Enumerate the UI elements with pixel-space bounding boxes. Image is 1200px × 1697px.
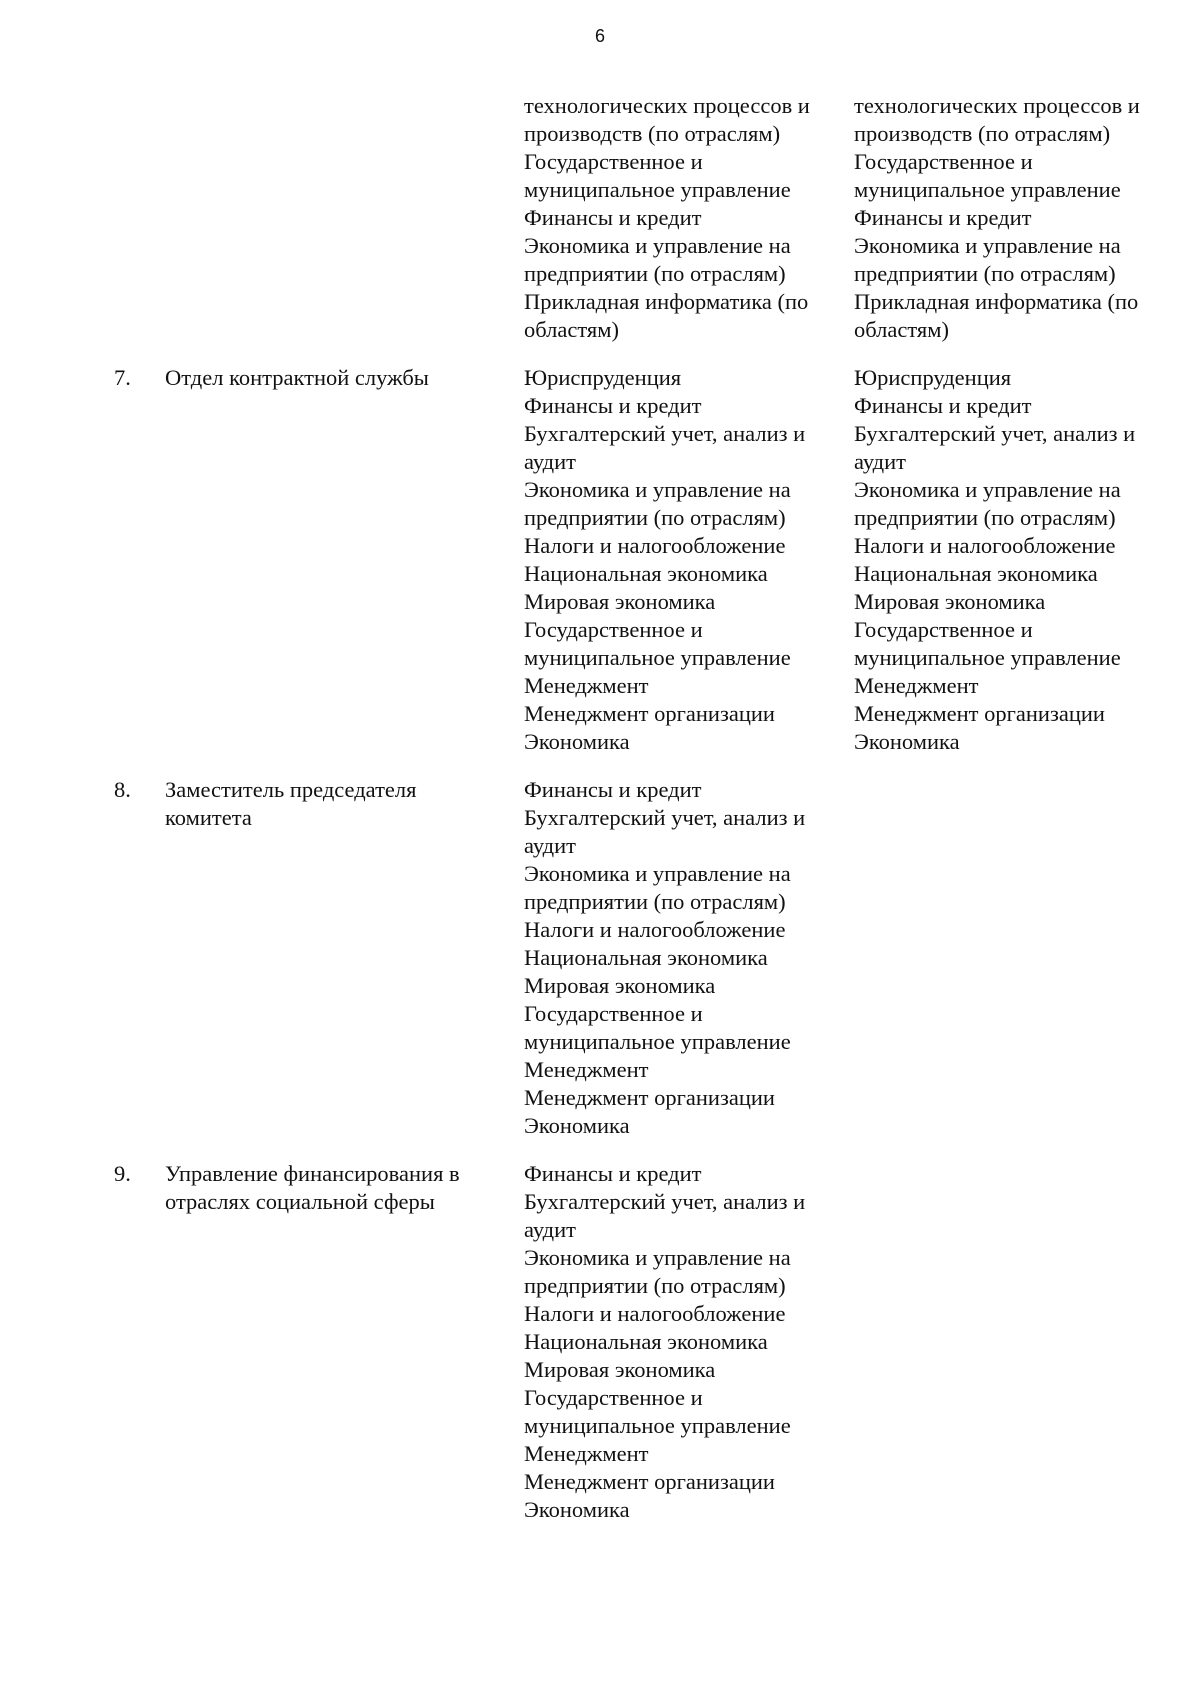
department-line: комитета <box>165 805 252 830</box>
specialty-line: Налоги и налогообложение <box>524 1301 786 1326</box>
specialty-line: Национальная экономика <box>524 945 768 970</box>
specialty-line: предприятии (по отраслям) <box>524 1273 786 1298</box>
specialty-line: Государственное и <box>854 149 1033 174</box>
specialty-list-secondary <box>854 92 1174 344</box>
specialty-line: Менеджмент организации <box>524 1469 775 1494</box>
specialty-line: Финансы и кредит <box>524 205 702 230</box>
specialty-line: Финансы и кредит <box>854 393 1032 418</box>
specialty-line: технологических процессов и <box>524 93 810 118</box>
department-line: Заместитель председателя <box>165 777 417 802</box>
specialty-line: Национальная экономика <box>524 1329 768 1354</box>
specialty-line: Налоги и налогообложение <box>854 533 1116 558</box>
specialty-list-primary <box>524 776 844 1140</box>
department-name <box>165 364 495 392</box>
specialty-line: Бухгалтерский учет, анализ и <box>524 421 806 446</box>
specialty-line: Государственное и <box>524 617 703 642</box>
row-number: 9. <box>114 1161 131 1186</box>
specialty-line: Экономика и управление на <box>524 477 791 502</box>
specialty-line: Экономика <box>524 1497 630 1522</box>
page-number: 6 <box>594 26 605 46</box>
specialty-line: Финансы и кредит <box>854 205 1032 230</box>
specialty-line: Бухгалтерский учет, анализ и <box>524 1189 806 1214</box>
specialty-line: предприятии (по отраслям) <box>854 261 1116 286</box>
specialty-line: Государственное и <box>524 149 703 174</box>
specialty-line: предприятии (по отраслям) <box>854 505 1116 530</box>
table-row <box>0 1160 1200 1524</box>
specialty-list-secondary <box>854 364 1174 756</box>
specialty-line: Государственное и <box>524 1385 703 1410</box>
row-number: 7. <box>114 365 131 390</box>
specialty-line: Бухгалтерский учет, анализ и <box>524 805 806 830</box>
specialty-line: аудит <box>524 1217 576 1242</box>
specialty-line: Национальная экономика <box>854 561 1098 586</box>
specialty-line: Экономика и управление на <box>524 1245 791 1270</box>
specialty-line: производств (по отраслям) <box>854 121 1111 146</box>
specialty-line: Менеджмент организации <box>854 701 1105 726</box>
specialty-line: Экономика <box>524 729 630 754</box>
specialty-line: Мировая экономика <box>524 589 716 614</box>
specialty-line: Финансы и кредит <box>524 777 702 802</box>
specialty-line: Финансы и кредит <box>524 1161 702 1186</box>
specialty-line: муниципальное управление <box>524 1029 791 1054</box>
positions-table <box>0 92 1200 1544</box>
specialty-line: Менеджмент организации <box>524 701 775 726</box>
specialty-line: Мировая экономика <box>524 1357 716 1382</box>
specialty-line: Экономика и управление на <box>524 233 791 258</box>
row-number: 8. <box>114 777 131 802</box>
specialty-line: предприятии (по отраслям) <box>524 505 786 530</box>
specialty-line: Юриспруденция <box>524 365 682 390</box>
specialty-line: аудит <box>524 449 576 474</box>
specialty-line: Мировая экономика <box>524 973 716 998</box>
department-line: отраслях социальной сферы <box>165 1189 435 1214</box>
specialty-list-primary <box>524 92 844 344</box>
department-name <box>165 776 495 832</box>
specialty-line: областям) <box>854 317 949 342</box>
specialty-line: Менеджмент организации <box>524 1085 775 1110</box>
specialty-line: муниципальное управление <box>524 1413 791 1438</box>
specialty-line: Экономика и управление на <box>854 233 1121 258</box>
specialty-line: аудит <box>524 833 576 858</box>
specialty-line: муниципальное управление <box>854 645 1121 670</box>
specialty-line: Мировая экономика <box>854 589 1046 614</box>
specialty-line: муниципальное управление <box>854 177 1121 202</box>
specialty-line: Менеджмент <box>854 673 979 698</box>
specialty-line: Менеджмент <box>524 1441 649 1466</box>
department-line: Управление финансирования в <box>165 1161 460 1186</box>
specialty-list-primary <box>524 364 844 756</box>
specialty-line: Государственное и <box>524 1001 703 1026</box>
specialty-line: Экономика <box>524 1113 630 1138</box>
specialty-line: производств (по отраслям) <box>524 121 781 146</box>
specialty-line: Прикладная информатика (по <box>524 289 809 314</box>
specialty-line: предприятии (по отраслям) <box>524 261 786 286</box>
table-row <box>0 776 1200 1140</box>
specialty-line: Менеджмент <box>524 673 649 698</box>
specialty-line: Прикладная информатика (по <box>854 289 1139 314</box>
specialty-line: Экономика и управление на <box>854 477 1121 502</box>
specialty-line: Налоги и налогообложение <box>524 917 786 942</box>
specialty-line: Финансы и кредит <box>524 393 702 418</box>
specialty-line: аудит <box>854 449 906 474</box>
specialty-line: муниципальное управление <box>524 177 791 202</box>
specialty-line: Национальная экономика <box>524 561 768 586</box>
department-line: Отдел контрактной службы <box>165 365 429 390</box>
table-row <box>0 364 1200 756</box>
specialty-line: муниципальное управление <box>524 645 791 670</box>
specialty-line: Менеджмент <box>524 1057 649 1082</box>
specialty-line: предприятии (по отраслям) <box>524 889 786 914</box>
specialty-line: Юриспруденция <box>854 365 1012 390</box>
specialty-line: Налоги и налогообложение <box>524 533 786 558</box>
specialty-line: областям) <box>524 317 619 342</box>
specialty-line: технологических процессов и <box>854 93 1140 118</box>
specialty-list-primary <box>524 1160 844 1524</box>
table-row <box>0 92 1200 344</box>
specialty-line: Экономика <box>854 729 960 754</box>
specialty-line: Государственное и <box>854 617 1033 642</box>
specialty-line: Бухгалтерский учет, анализ и <box>854 421 1136 446</box>
department-name <box>165 1160 495 1216</box>
specialty-line: Экономика и управление на <box>524 861 791 886</box>
